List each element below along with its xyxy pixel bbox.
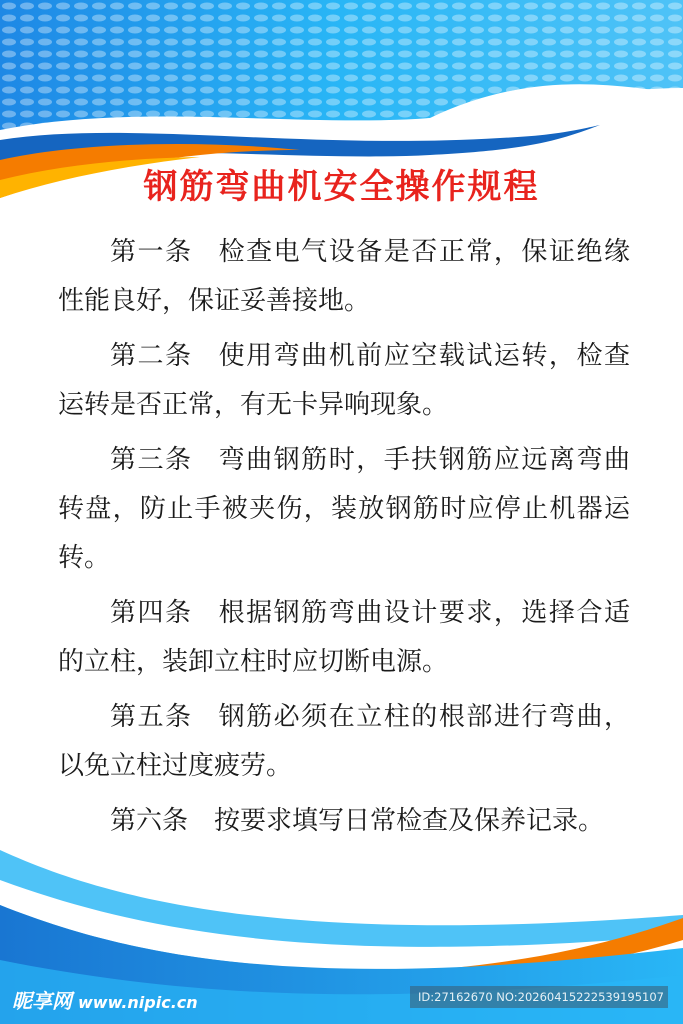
rule-text: 根据钢筋弯曲设计要求，选择合适的立柱，装卸立柱时应切断电源。: [58, 598, 630, 677]
rules-list: [58, 228, 630, 852]
rule-text: 钢筋必须在立柱的根部进行弯曲，以免立柱过度疲劳。: [58, 702, 630, 781]
rule-text: 检查电气设备是否正常，保证绝缘性能良好，保证妥善接地。: [58, 237, 630, 316]
rule-number: 第一条: [110, 237, 193, 267]
watermark-url: www.nipic.cn: [78, 993, 198, 1012]
rule-item: [58, 436, 630, 583]
rule-item: [58, 693, 630, 791]
rule-number: 第二条: [110, 341, 193, 371]
rule-number: 第六条: [110, 806, 189, 836]
watermark-logo: [12, 985, 198, 1014]
rule-item: [58, 589, 630, 687]
rule-item: [58, 797, 630, 846]
rule-item: [58, 228, 630, 326]
rule-text: 使用弯曲机前应空载试运转，检查运转是否正常，有无卡异响现象。: [58, 341, 630, 420]
rule-number: 第四条: [110, 598, 193, 628]
rule-number: 第五条: [110, 702, 193, 732]
rule-number: 第三条: [110, 445, 193, 475]
rule-text: 按要求填写日常检查及保养记录。: [214, 806, 605, 836]
watermark-logo-text: 昵享网: [12, 989, 72, 1013]
rule-text: 弯曲钢筋时，手扶钢筋应远离弯曲转盘，防止手被夹伤，装放钢筋时应停止机器运转。: [58, 445, 630, 573]
watermark-id: ID:27162670 NO:20260415222539195107: [410, 986, 668, 1008]
rule-item: [58, 332, 630, 430]
page-title: 钢筋弯曲机安全操作规程: [143, 167, 540, 207]
